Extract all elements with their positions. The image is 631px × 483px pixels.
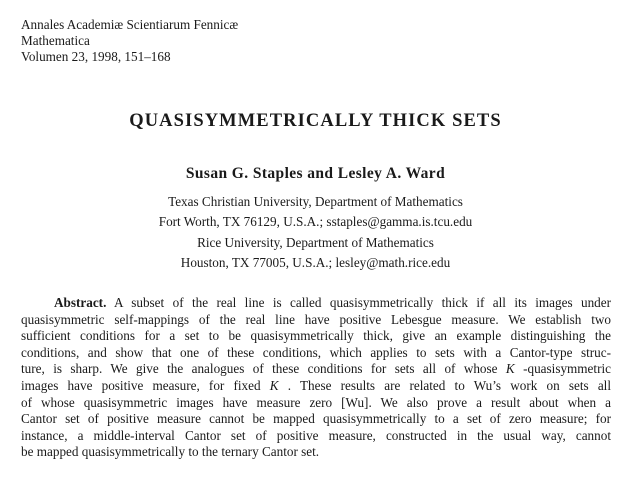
affiliation-address: Houston, TX 77005, U.S.A.; lesley@math.rice.edu: [180, 255, 451, 270]
abstract-line: be mapped quasisymmetrically to the ternary Cantor set.: [21, 444, 320, 460]
journal-name: Annales Academiæ Scientiarum Fennicæ: [21, 17, 239, 32]
affiliation-address: Fort Worth, TX 76129, U.S.A.; sstaples@gamma.is.tcu.edu: [158, 214, 473, 229]
math-variable: K: [505, 361, 515, 377]
abstract-line: conditions, and show that one of these conditions, which applies to sets with a Cantor-type struc-: [21, 344, 611, 360]
paper-authors: Susan G. Staples and Lesley A. Ward: [185, 165, 446, 182]
journal-header: [21, 17, 238, 65]
abstract: [21, 295, 611, 461]
abstract-line: of whose quasisymmetric images have measure zero [Wu]. We also prove a result about when a: [21, 394, 611, 410]
affiliation-2: [0, 233, 631, 273]
abstract-line: images have positive measure, for fixed K . These results are related to Wu’s work on sets all: [21, 377, 611, 393]
journal-series: Mathematica: [21, 33, 90, 48]
abstract-line: Cantor set of positive measure cannot be mapped quasisymmetrically to a set of zero measure; for: [21, 411, 611, 427]
abstract-line: sufficient conditions for a set to be quasisymmetrically thick, give an example distinguishing the: [21, 328, 611, 344]
abstract-line: instance, a middle-interval Cantor set of positive measure, constructed in the usual way, cannot: [21, 427, 611, 443]
affiliation-1: [0, 192, 631, 232]
abstract-line: Abstract. A subset of the real line is called quasisymmetrically thick if all its images under: [54, 295, 611, 310]
affiliation-institution: Texas Christian University, Department of Mathematics: [168, 194, 463, 209]
paper-title: QUASISYMMETRICALLY THICK SETS: [129, 111, 502, 131]
abstract-line: quasisymmetric self-mappings of the real line have positive Lebesgue measure. We establish two: [21, 311, 611, 327]
journal-volume: Volumen 23, 1998, 151–168: [21, 49, 171, 64]
affiliation-institution: Rice University, Department of Mathematics: [197, 235, 434, 250]
abstract-line: ture, is sharp. We give the analogues of these conditions for sets all of whose K -quasisymmetric: [21, 361, 611, 377]
abstract-label: Abstract.: [54, 295, 107, 310]
math-variable: K: [269, 377, 279, 393]
